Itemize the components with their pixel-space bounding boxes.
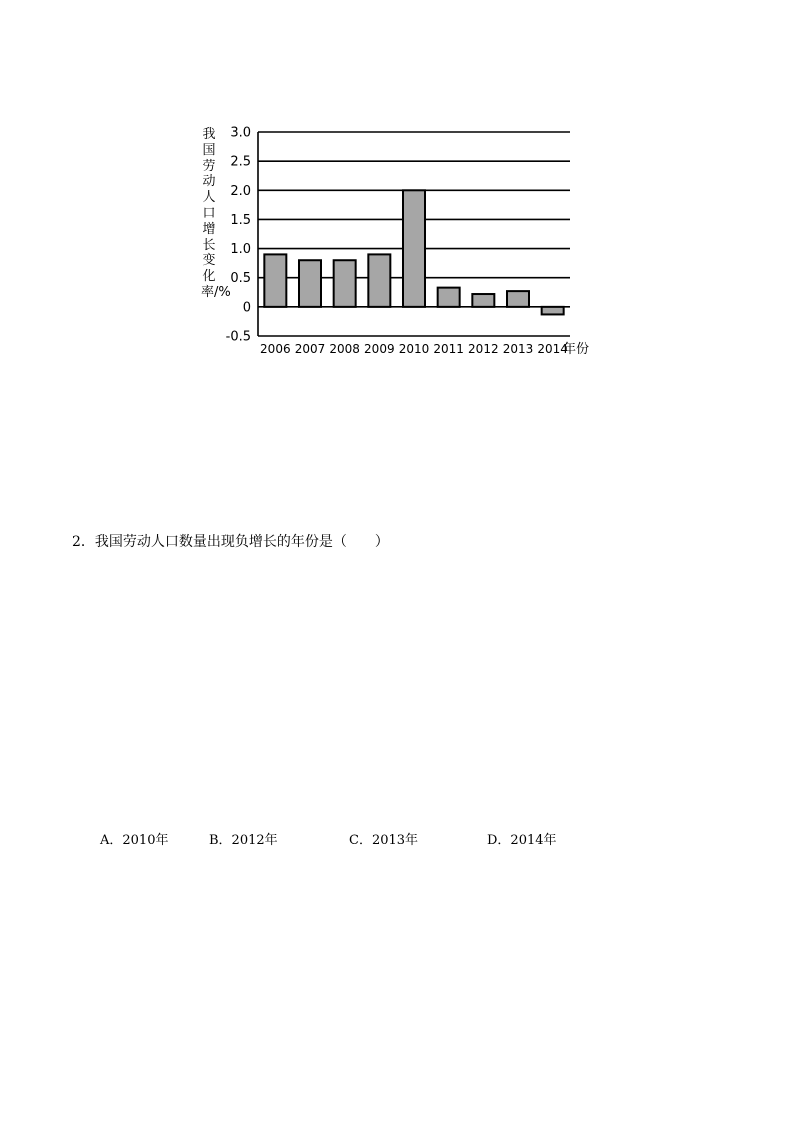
x-axis-label: 年份 xyxy=(563,342,590,357)
bar-chart xyxy=(0,0,794,400)
option-a[interactable]: A．2010年 xyxy=(100,833,169,848)
question-text: 2．我国劳动人口数量出现负增长的年份是（ ） xyxy=(72,534,389,550)
y-tick-label: 0 xyxy=(242,300,251,316)
x-tick-label: 2007 xyxy=(294,342,326,356)
bar-2013 xyxy=(507,291,529,307)
bar-2008 xyxy=(334,260,356,307)
bar-2010 xyxy=(403,190,425,307)
x-tick-label: 2012 xyxy=(468,342,499,356)
y-tick-label: 2.5 xyxy=(230,154,251,170)
bar-2009 xyxy=(368,254,390,306)
y-axis-label: 我国劳动人口增长变化率/% xyxy=(201,127,231,300)
option-b[interactable]: B．2012年 xyxy=(209,833,278,848)
bar-2007 xyxy=(299,260,321,307)
x-tick-labels xyxy=(260,342,568,356)
x-tick-label: 2011 xyxy=(433,342,464,356)
y-tick-label: 3.0 xyxy=(230,125,251,141)
bar-2011 xyxy=(438,288,460,307)
x-tick-label: 2009 xyxy=(364,342,395,356)
y-tick-label: 2.0 xyxy=(230,183,251,199)
y-tick-label: 1.0 xyxy=(230,242,251,258)
bar-2006 xyxy=(264,254,286,306)
y-tick-label: -0.5 xyxy=(225,329,251,345)
option-d[interactable]: D．2014年 xyxy=(487,833,557,848)
option-c[interactable]: C．2013年 xyxy=(349,833,419,848)
bar-2012 xyxy=(472,294,494,307)
x-tick-label: 2008 xyxy=(329,342,360,356)
bar-2014 xyxy=(542,307,564,315)
x-tick-label: 2014 xyxy=(537,342,568,356)
y-tick-label: 0.5 xyxy=(230,271,251,287)
y-tick-label: 1.5 xyxy=(230,212,251,228)
x-tick-label: 2010 xyxy=(398,342,430,356)
x-tick-label: 2006 xyxy=(260,342,291,356)
y-tick-labels xyxy=(226,126,251,345)
x-tick-label: 2013 xyxy=(502,342,534,356)
chart-bars xyxy=(264,190,563,314)
